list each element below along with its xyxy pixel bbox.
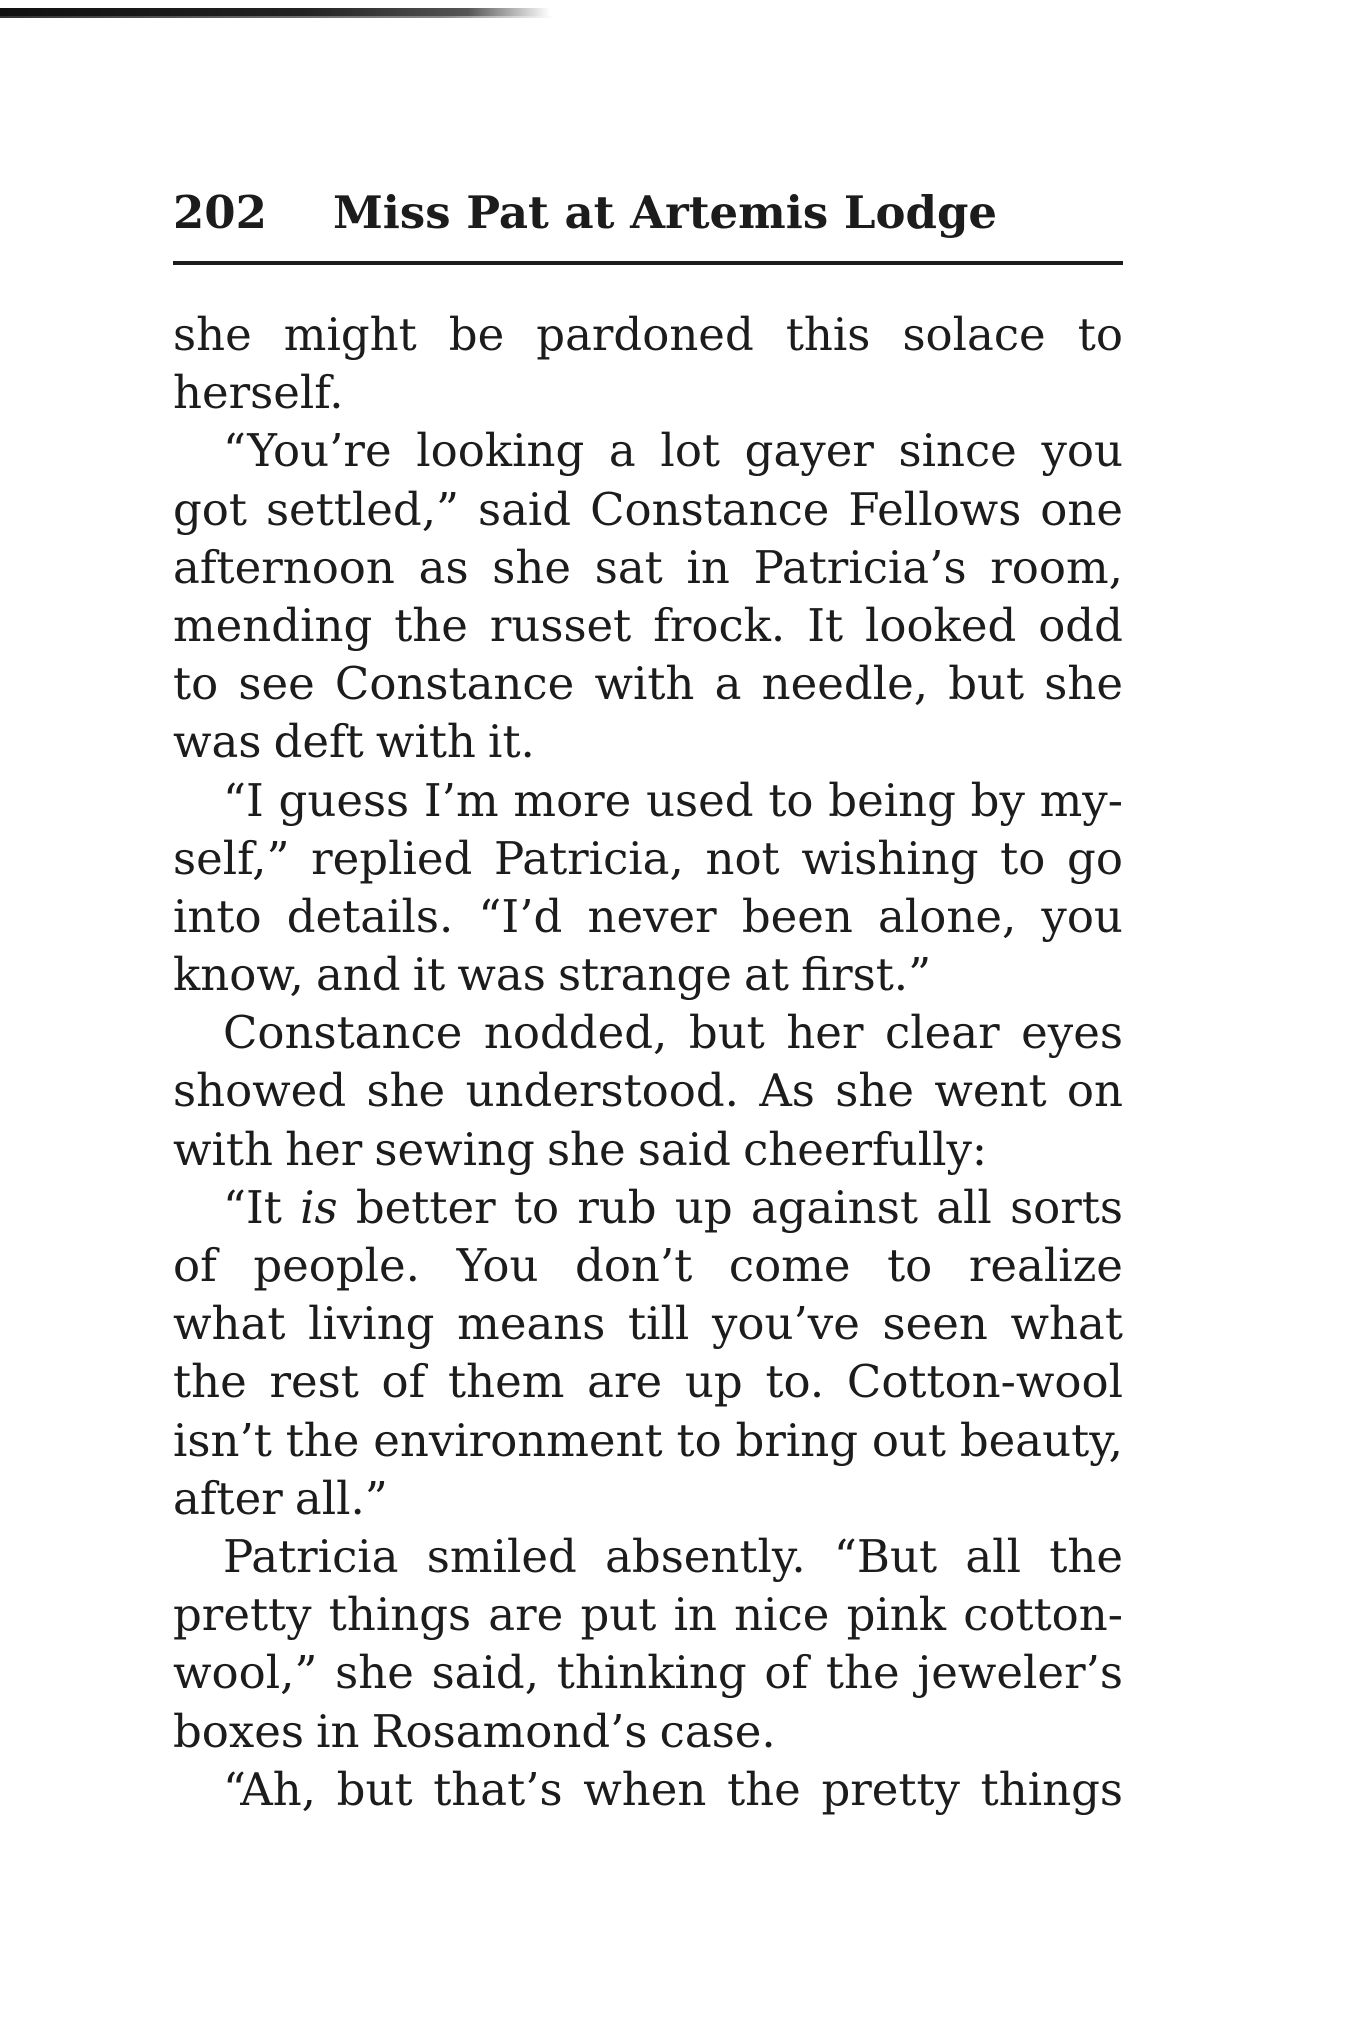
word: all.” [294, 1471, 388, 1525]
word: was [173, 715, 262, 769]
word: you [1041, 889, 1123, 943]
text-line [173, 830, 1123, 888]
word: details. [286, 889, 454, 943]
word: a [714, 657, 742, 711]
scan-edge-mark-thin [0, 16, 555, 18]
word: put [580, 1588, 657, 1642]
word: of [173, 1239, 217, 1292]
word: a [608, 424, 636, 478]
word: beauty, [959, 1413, 1123, 1467]
word: sat [594, 540, 663, 594]
word: bring [735, 1413, 859, 1467]
text-line [173, 1062, 1123, 1120]
text-line [173, 422, 1123, 480]
word: she [366, 1064, 446, 1118]
word: this [785, 308, 871, 361]
word: to [513, 1180, 560, 1234]
page-number: 202 [173, 186, 267, 239]
word: in [686, 540, 730, 594]
word: eyes [1021, 1006, 1123, 1060]
word: mending [173, 598, 373, 652]
word: realize [968, 1239, 1123, 1292]
word: Constance [590, 482, 830, 536]
word: being [828, 773, 956, 827]
word: herself. [173, 366, 344, 420]
word: You [456, 1239, 539, 1292]
word: said [477, 482, 572, 536]
word: Patricia’s [753, 540, 967, 594]
word: the [727, 1762, 801, 1816]
text-line [173, 1586, 1123, 1644]
word: out [871, 1413, 947, 1467]
word: of [764, 1646, 809, 1700]
word: thinking [556, 1646, 747, 1700]
word: rub [577, 1180, 657, 1234]
word: her [285, 1122, 363, 1176]
word: never [587, 889, 717, 943]
word: Cotton-wool [846, 1355, 1123, 1409]
word: sewing [374, 1122, 535, 1176]
word: you [1041, 424, 1123, 478]
word: looking [416, 424, 585, 478]
word: go [1067, 831, 1123, 885]
word: the [173, 1355, 247, 1409]
word: absently. [605, 1529, 806, 1583]
word: pardoned [536, 308, 754, 361]
text-line [173, 1528, 1123, 1586]
word: gayer [744, 424, 874, 478]
word: the [394, 598, 468, 652]
word: things [328, 1588, 472, 1642]
word: all [936, 1180, 992, 1234]
word: Constance [334, 657, 575, 711]
word: but [336, 1762, 413, 1816]
text-line [173, 597, 1123, 655]
word: living [308, 1297, 435, 1351]
word: was [457, 948, 546, 1002]
word: Patricia [223, 1529, 399, 1583]
word: to. [765, 1355, 825, 1409]
word: russet [489, 598, 632, 652]
word: be [448, 308, 505, 361]
text-line [173, 306, 1123, 364]
word: that’s [433, 1762, 563, 1816]
word: the [825, 1646, 900, 1700]
word: cotton- [963, 1588, 1123, 1642]
word: what [173, 1297, 286, 1351]
text-line [173, 1179, 1123, 1237]
word: got [173, 482, 247, 536]
word: settled,” [265, 482, 459, 536]
word: to [173, 657, 219, 711]
word: environment [373, 1413, 663, 1467]
word: sorts [1010, 1180, 1123, 1234]
word: to [1000, 831, 1046, 885]
word: “It [223, 1180, 282, 1234]
text-line [173, 946, 1123, 1004]
word: wool,” [173, 1646, 318, 1700]
word: to [768, 773, 814, 827]
word: cheerfully: [743, 1122, 988, 1176]
text-line [173, 539, 1123, 597]
word: but [688, 1006, 765, 1060]
text-line [173, 888, 1123, 946]
word: till [628, 1297, 690, 1351]
word: afternoon [173, 540, 395, 594]
word: pretty [821, 1762, 960, 1816]
word: by [970, 773, 1025, 827]
word: Constance [223, 1006, 463, 1060]
word: she [1044, 657, 1123, 711]
word: nice [734, 1588, 830, 1642]
word: into [173, 889, 262, 943]
word: of [381, 1355, 426, 1409]
word: As [759, 1064, 815, 1118]
word: guess [278, 773, 410, 827]
text-line [173, 772, 1123, 830]
word: and [315, 948, 401, 1002]
text-line [173, 364, 1123, 422]
word: Patricia, [494, 831, 684, 885]
word: is [300, 1180, 338, 1234]
word: my- [1039, 773, 1123, 827]
word: wishing [801, 831, 979, 885]
word: “You’re [223, 424, 392, 478]
word: she [835, 1064, 914, 1118]
word: strange [557, 948, 732, 1002]
word: alone, [878, 889, 1017, 943]
scan-edge-mark [0, 8, 550, 16]
text-line [173, 481, 1123, 539]
word: are [488, 1588, 564, 1642]
word: one [1040, 482, 1123, 536]
word: she [335, 1646, 414, 1700]
word: better [355, 1180, 496, 1234]
text-line [173, 1353, 1123, 1411]
word: don’t [575, 1239, 693, 1292]
text-line [173, 1761, 1123, 1819]
word: replied [311, 831, 473, 885]
word: people. [253, 1239, 420, 1292]
word: “I’d [478, 889, 563, 943]
word: against [750, 1180, 918, 1234]
word: them [448, 1355, 565, 1409]
text-line [173, 1412, 1123, 1470]
word: you’ve [711, 1297, 860, 1351]
word: lot [660, 424, 720, 478]
word: at [744, 948, 789, 1002]
word: might [283, 308, 417, 361]
word: seen [882, 1297, 988, 1351]
word: the [285, 1413, 360, 1467]
word: in [673, 1588, 717, 1642]
word: things [980, 1762, 1123, 1816]
text-line [173, 1004, 1123, 1062]
word: as [418, 540, 469, 594]
word: boxes [173, 1704, 305, 1758]
word: room, [990, 540, 1123, 594]
word: went [934, 1064, 1047, 1118]
word: since [898, 424, 1017, 478]
word: she [546, 1122, 626, 1176]
text-line [173, 713, 1123, 771]
word: Rosamond’s [371, 1704, 648, 1758]
word: looked [864, 598, 1017, 652]
header-rule [173, 261, 1123, 265]
text-line [173, 655, 1123, 713]
word: deft [273, 715, 364, 769]
word: in [316, 1704, 360, 1758]
word: “Ah, [223, 1762, 316, 1816]
word: It [807, 598, 844, 652]
word: with [375, 715, 476, 769]
word: nodded, [483, 1006, 668, 1060]
word: needle, [761, 657, 929, 711]
word: when [583, 1762, 707, 1816]
word: “I [223, 773, 264, 827]
word: said, [431, 1646, 540, 1700]
word: it [412, 948, 446, 1002]
word: means [457, 1297, 606, 1351]
word: clear [885, 1006, 1000, 1060]
word: her [786, 1006, 864, 1060]
word: up [674, 1180, 733, 1234]
word: with [594, 657, 695, 711]
book-title: Miss Pat at Artemis Lodge [333, 186, 998, 239]
word: to [1077, 308, 1123, 361]
word: not [705, 831, 780, 885]
word: showed [173, 1064, 347, 1118]
text-line [173, 1295, 1123, 1353]
text-line [173, 1121, 1123, 1179]
word: smiled [426, 1529, 577, 1583]
word: isn’t [173, 1413, 272, 1467]
word: but [948, 657, 1025, 711]
word: Fellows [848, 482, 1022, 536]
word: all [965, 1529, 1021, 1583]
word: to [887, 1239, 933, 1292]
word: she [173, 308, 252, 361]
word: what [1010, 1297, 1123, 1351]
word: more [513, 773, 632, 827]
word: solace [902, 308, 1046, 361]
word: first.” [801, 948, 932, 1002]
word: pretty [173, 1588, 312, 1642]
word: she [492, 540, 571, 594]
text-line [173, 1644, 1123, 1702]
word: I’m [423, 773, 499, 827]
body-text [173, 306, 1123, 1819]
word: self,” [173, 831, 290, 885]
word: used [646, 773, 754, 827]
word: after [173, 1471, 283, 1525]
word: case. [659, 1704, 776, 1758]
word: frock. [653, 598, 786, 652]
text-line [173, 1703, 1123, 1761]
word: on [1066, 1064, 1123, 1118]
word: with [173, 1122, 273, 1176]
word: are [587, 1355, 663, 1409]
word: been [741, 889, 853, 943]
word: up [684, 1355, 743, 1409]
running-head [173, 186, 1123, 246]
word: “But [833, 1529, 938, 1583]
word: said [637, 1122, 731, 1176]
word: it. [488, 715, 535, 769]
text-line [173, 1470, 1123, 1528]
word: the [1049, 1529, 1123, 1583]
word: know, [173, 948, 304, 1002]
word: to [676, 1413, 722, 1467]
word: rest [269, 1355, 359, 1409]
word: pink [846, 1588, 947, 1642]
text-line [173, 1237, 1123, 1295]
word: odd [1038, 598, 1123, 652]
word: understood. [465, 1064, 739, 1118]
word: come [728, 1239, 851, 1292]
word: see [238, 657, 315, 711]
word: jeweler’s [917, 1646, 1123, 1700]
